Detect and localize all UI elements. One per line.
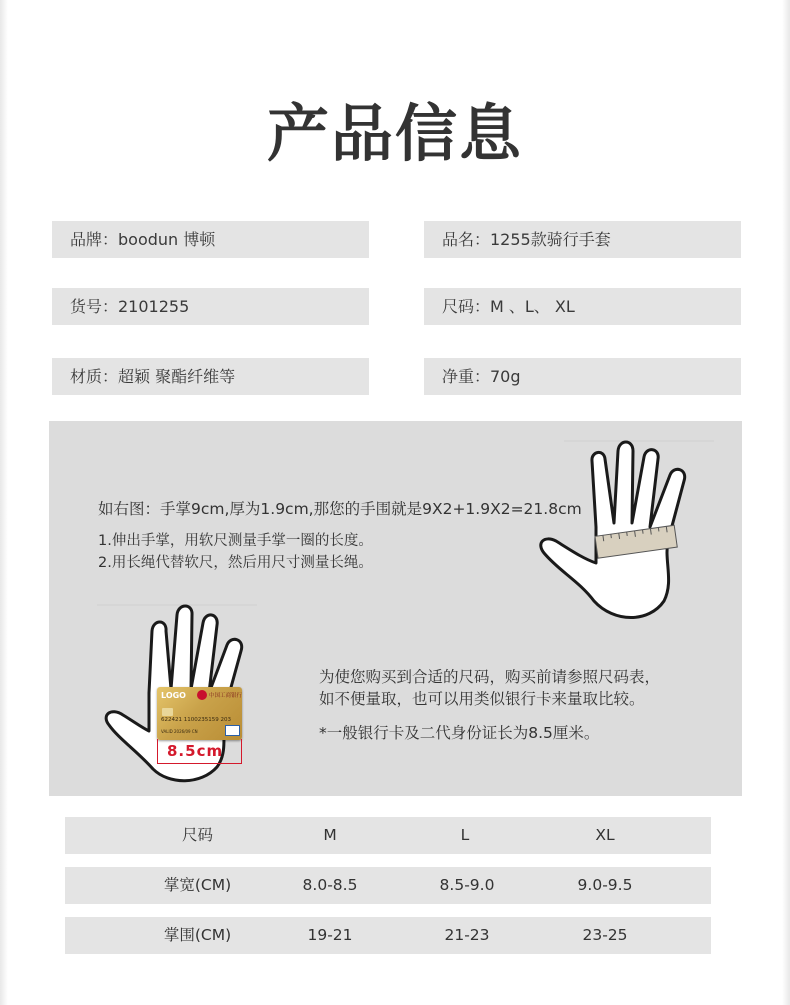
cell-palm-width-l: 8.5-9.0 [439,876,495,894]
header-l: L [460,826,470,844]
spec-net-weight: 净重：70g [424,358,741,395]
spec-product-name: 品名：1255款骑行手套 [424,221,741,258]
size-advice-line-1: 为使您购买到合适的尺码，购买前请参照尺码表， [319,668,661,686]
page-title: 产品信息 [266,97,523,170]
card-logo: LOGO [161,691,186,700]
measure-step-1: 1.伸出手掌，用软尺测量手掌一圈的长度。 [98,533,373,549]
row-label-palm-width: 掌宽(CM) [163,876,232,894]
card-number: 622421 1100235159 203 [161,717,231,723]
measure-example-text: 如右图：手掌9cm,厚为1.9cm,那您的手围就是9X2+1.9X2=21.8cm [98,500,582,518]
bank-card [157,687,242,740]
row-label-palm-girth: 掌围(CM) [163,926,232,944]
spec-material: 材质：超颖 聚酯纤维等 [52,358,369,395]
card-bank-name: 中国工商银行 [209,693,242,699]
bank-logo-icon [197,690,207,700]
card-chip-icon [162,708,173,716]
header-xl: XL [595,826,615,844]
spec-size: 尺码：M 、L、 XL [424,288,741,325]
cell-palm-girth-m: 19-21 [307,926,353,944]
cell-palm-girth-xl: 23-25 [582,926,628,944]
card-length-label: 8.5cm [167,742,224,760]
size-advice-line-2: 如不便量取，也可以用类似银行卡来量取比较。 [319,690,645,708]
header-size: 尺码 [181,826,213,844]
card-validity: VALID 2026/09 CN [161,729,198,734]
table-row [65,917,711,954]
table-row [65,867,711,904]
cell-palm-width-xl: 9.0-9.5 [577,876,633,894]
size-table-header [65,817,711,854]
cell-palm-girth-l: 21-23 [444,926,490,944]
cell-palm-width-m: 8.0-8.5 [302,876,358,894]
card-length-note: *一般银行卡及二代身份证长为8.5厘米。 [319,724,600,742]
card-network-icon [225,725,240,736]
measure-step-2: 2.用长绳代替软尺，然后用尺寸测量长绳。 [98,555,373,571]
spec-item-no: 货号：2101255 [52,288,369,325]
measure-guide-panel [49,421,742,796]
header-m: M [323,826,337,844]
spec-brand: 品牌：boodun 博顿 [52,221,369,258]
hand-ruler-illustration [534,431,724,631]
